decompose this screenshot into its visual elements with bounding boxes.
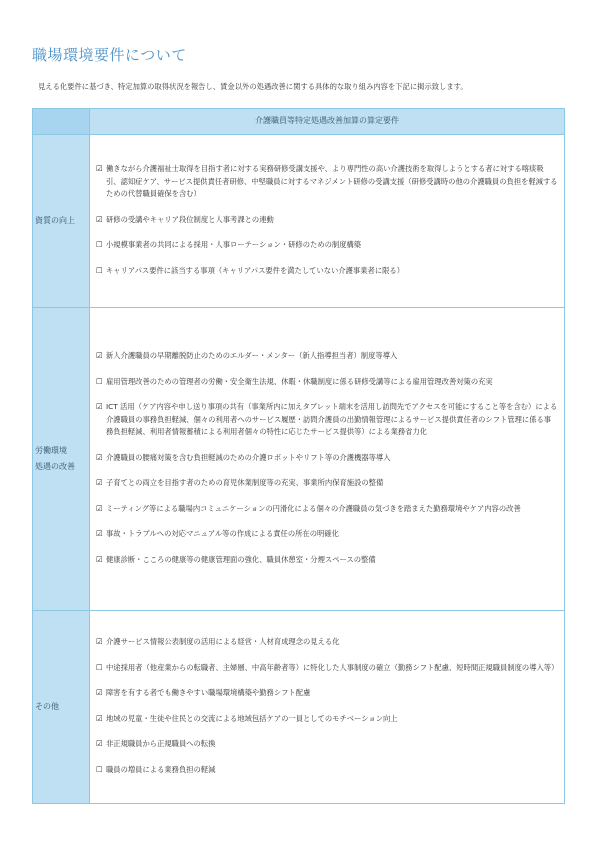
list-item (96, 764, 558, 777)
item-text: 地域の児童・生徒や住民との交流による地域包括ケアの一員としてのモチベーション向上 (106, 713, 398, 723)
list-item (96, 477, 558, 490)
item-text: 雇用管理改善のための管理者の労働・安全衛生法規、休暇・休職制度に係る研修受講等による雇用管理改善対策の充実 (106, 376, 493, 386)
list-item (96, 452, 558, 465)
item-text: 子育てとの両立を目指す者のための育児休業制度等の充実、事業所内保育施設の整備 (106, 478, 384, 487)
checked-box-icon: ☑ (96, 452, 103, 462)
requirements-cell (90, 308, 565, 611)
checked-box-icon: ☑ (96, 739, 103, 748)
category-label: 資質の向上 (35, 216, 75, 225)
unchecked-box-icon: ☐ (96, 764, 103, 774)
item-text: 新人介護職員の早期離脱防止のためのエルダー・メンター（新人指導担当者）制度等導入 (106, 351, 398, 360)
checked-box-icon: ☑ (96, 554, 103, 564)
list-item (96, 687, 558, 700)
checked-box-icon: ☑ (96, 529, 103, 538)
item-text: 介護サービス情報公表制度の活用による経営・人材育成理念の見える化 (106, 637, 340, 646)
list-item (96, 401, 558, 439)
list-item (96, 350, 558, 363)
page-title: 職場環境要件について (32, 46, 187, 64)
checked-box-icon: ☑ (96, 637, 103, 646)
list-item (96, 376, 558, 389)
requirements-cell (90, 135, 565, 308)
category-label: 処遇の改善 (35, 462, 75, 471)
checked-box-icon: ☑ (96, 214, 103, 224)
item-text: 事故・トラブルへの対応マニュアル等の作成による責任の所在の明確化 (106, 529, 339, 538)
item-text: 非正規職員から正規職員への転換 (106, 739, 216, 748)
item-text: 小規模事業者の共同による採用・人事ローテーション・研修のための制度構築 (106, 240, 362, 249)
item-text: 中途採用者（他産業からの転職者、主婦層、中高年齢者等）に特化した人事制度の確立（勤務シフト配慮、短時間正規職員制度の導入等） (106, 662, 559, 672)
checked-box-icon: ☑ (96, 478, 103, 487)
category-cell (33, 135, 90, 308)
requirements-table (32, 108, 565, 804)
table-header-title: 介護職員等特定処遇改善加算の算定要件 (90, 109, 565, 135)
table-body (33, 135, 565, 804)
checked-box-icon: ☑ (96, 688, 103, 697)
item-text: 健康診断・こころの健康等の健康管理面の強化、職員休憩室・分煙スペースの整備 (106, 554, 376, 564)
item-text: 介護職員の腰痛対策を含む負担軽減のための介護ロボットやリフト等の介護機器等導入 (106, 452, 391, 462)
category-label: その他 (35, 702, 59, 711)
checked-box-icon: ☑ (96, 164, 103, 173)
item-text: ミーティング等による職場内コミュニケーションの円滑化による個々の介護職員の気づきを踏まえた勤務環境やケア内容の改善 (106, 503, 521, 513)
checked-box-icon: ☑ (96, 503, 103, 513)
intro-text: 見える化要件に基づき、特定加算の取得状況を報告し、賃金以外の処遇改善に関する具体的な取り組み内容を下記に掲示致します。 (38, 82, 468, 91)
item-text: 障害を有する者でも働きやすい職場環境構築や勤務シフト配慮 (106, 688, 311, 697)
list-item (96, 713, 558, 726)
list-item (96, 239, 558, 252)
unchecked-box-icon: ☐ (96, 662, 103, 672)
category-cell (33, 308, 90, 611)
list-item (96, 214, 558, 227)
category-cell (33, 611, 90, 804)
checked-box-icon: ☑ (96, 713, 103, 723)
category-label: 労働環境 (35, 446, 67, 455)
item-text: 研修の受講やキャリア段位制度と人事考課との連動 (106, 214, 274, 224)
list-item (96, 265, 558, 278)
list-item (96, 528, 558, 541)
list-item (96, 662, 558, 675)
header-blank-cell (33, 109, 90, 135)
list-item (96, 738, 558, 751)
item-text: 働きながら介護福祉士取得を目指す者に対する実務研修受講支援や、より専門性の高い介護技術を取得しようとする者に対する喀痰吸引、認知症ケア、サービス提供責任者研修、中堅職員に対するマネジメント研修の受講支援（研修受講時の他の介護職員の負担を軽減するための代替職員確保を含む） (106, 164, 558, 198)
item-text: 職員の増員による業務負担の軽減 (106, 764, 216, 774)
checked-box-icon: ☑ (96, 402, 103, 411)
table-row (33, 308, 565, 611)
list-item (96, 554, 558, 567)
table-row (33, 611, 565, 804)
item-text: キャリアパス要件に該当する事項（キャリアパス要件を満たしていない介護事業者に限る） (106, 265, 405, 275)
table-header-row (33, 109, 565, 135)
unchecked-box-icon: ☐ (96, 376, 103, 386)
table-row (33, 135, 565, 308)
requirements-cell (90, 611, 565, 804)
unchecked-box-icon: ☐ (96, 240, 103, 249)
item-text: ICT 活用（ケア内容や申し送り事項の共有（事業所内に加えタブレット端末を活用し訪問先でアクセスを可能にすること等を含む）による介護職員の事務負担軽減、個々の利用者へのサービス履歴・訪問介護員の出勤情報管理によるサービス提供責任者のシフト管理に係る事務負担軽減、利用者情報蓄積による利用者個々の特性に応じたサービス提供等）による業務省力化 (106, 402, 558, 436)
list-item (96, 503, 558, 516)
unchecked-box-icon: ☐ (96, 265, 103, 275)
list-item (96, 636, 558, 649)
checked-box-icon: ☑ (96, 351, 103, 360)
list-item (96, 163, 558, 201)
